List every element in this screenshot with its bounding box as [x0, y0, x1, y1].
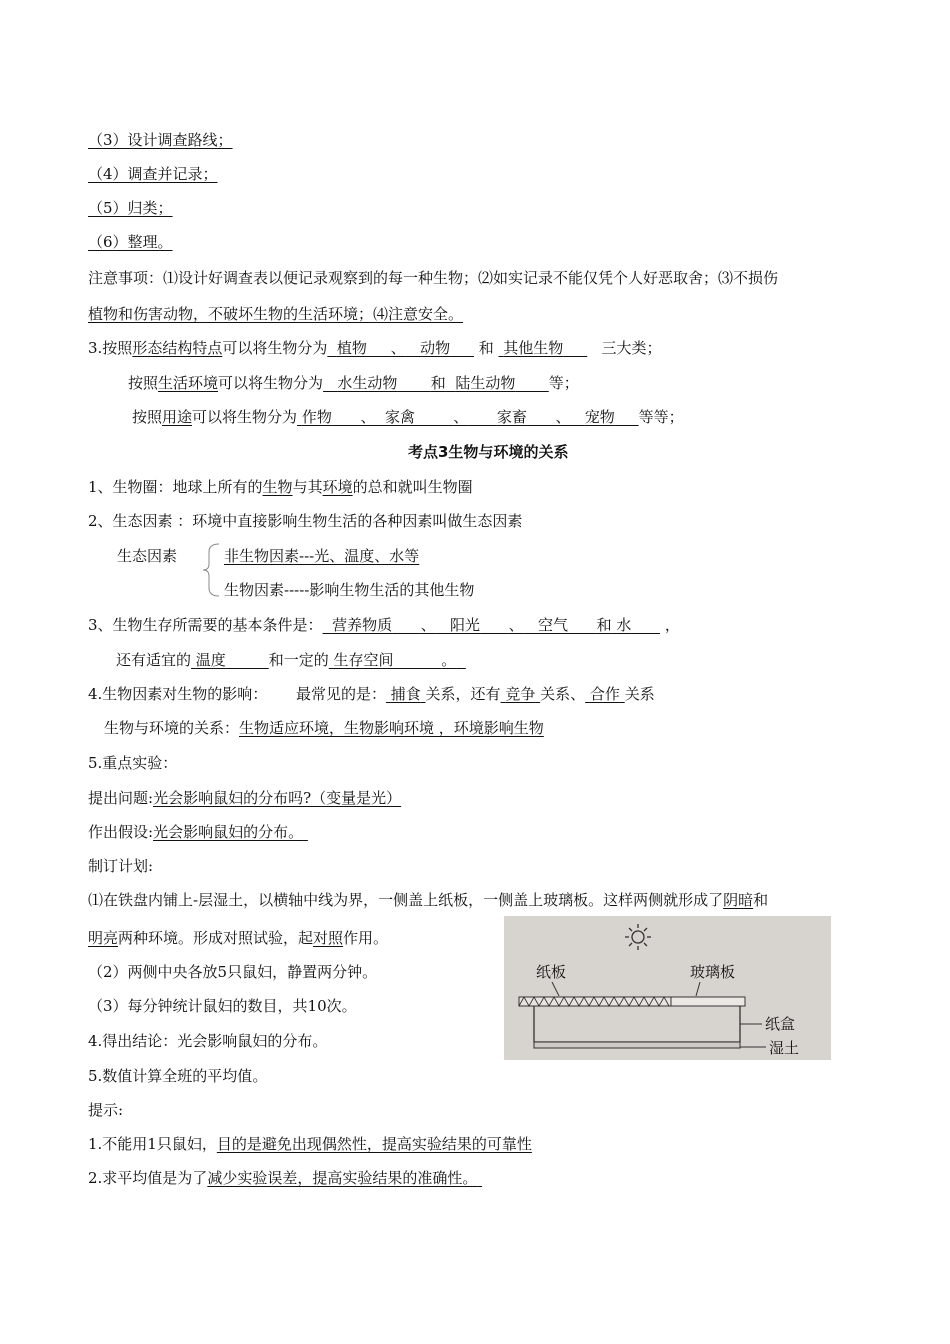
experiment-step-3: （3）每分钟统计鼠妇的数目，共10次。 — [88, 997, 357, 1015]
label-cardboard: 纸板 — [536, 963, 567, 981]
biotic-factor: 生物因素-----影响生物生活的其他生物 — [224, 581, 475, 599]
label-glass: 玻璃板 — [690, 963, 736, 981]
step-6: （6）整理。 — [88, 233, 173, 251]
sun-icon — [625, 924, 651, 950]
experiment-hypothesis: 作出假设:光会影响鼠妇的分布。 — [88, 823, 304, 841]
conditions-line-2: 还有适宜的 温度 和一定的 生存空间 。 — [116, 651, 457, 669]
bio-factor-line: 4.生物因素对生物的影响： 最常见的是： 捕食 关系，还有 竞争 关系、 合作 关系 — [88, 685, 655, 703]
experiment-title: 5.重点实验： — [88, 754, 178, 772]
experiment-question: 提出问题:光会影响鼠妇的分布吗?（变量是光） — [88, 789, 402, 807]
eco-factor-label: 生态因素 — [117, 547, 178, 565]
step-5: （5）归类； — [88, 199, 173, 217]
experiment-step-1a: ⑴在铁盘内铺上-层湿土，以横轴中线为界，一侧盖上纸板，一侧盖上玻璃板。这样两侧就形成了阴暗和 — [88, 891, 769, 909]
classify-line-1: 3.按照形态结构特点可以将生物分为 植物 、 动物 和 其他生物 三大类； — [88, 339, 662, 357]
tips-title: 提示: — [88, 1101, 124, 1119]
section-title: 考点3生物与环境的关系 — [408, 443, 569, 461]
bio-env-relation: 生物与环境的关系：生物适应环境，生物影响环境 ，环境影响生物 — [104, 719, 544, 737]
step-4: （4）调查并记录； — [88, 165, 218, 183]
abiotic-factor: 非生物因素---光、温度、水等 — [224, 547, 420, 565]
step-3: （3）设计调查路线； — [88, 131, 233, 149]
experiment-plan: 制订计划: — [88, 857, 154, 875]
experiment-average: 5.数值计算全班的平均值。 — [88, 1067, 268, 1085]
experiment-step-2: （2）两侧中央各放5只鼠妇，静置两分钟。 — [88, 963, 378, 981]
notes-line-2: 植物和伤害动物，不破坏生物的生活环境；⑷注意安全。 — [88, 305, 464, 323]
conditions-line-1: 3、生物生存所需要的基本条件是： 营养物质 、 阳光 、 空气 和 水 ， — [88, 616, 680, 634]
label-box: 纸盒 — [765, 1015, 796, 1033]
label-soil: 湿土 — [769, 1039, 800, 1057]
tip-1: 1.不能用1只鼠妇，目的是避免出现偶然性，提高实验结果的可靠性 — [88, 1135, 532, 1153]
classify-line-3: 按照用途可以将生物分为 作物 、 家禽 、 家畜 、 宠物 等等； — [132, 408, 684, 426]
biosphere-line: 1、生物圈：地球上所有的生物与其环境的总和就叫生物圈 — [88, 478, 473, 496]
experiment-conclusion: 4.得出结论：光会影响鼠妇的分布。 — [88, 1032, 328, 1050]
eco-factor-definition: 2、生态因素 ：环境中直接影响生物生活的各种因素叫做生态因素 — [88, 512, 523, 530]
classify-line-2: 按照生活环境可以将生物分为 水生动物 和 陆生动物 等； — [128, 374, 579, 392]
tip-2: 2.求平均值是为了减少实验误差，提高实验结果的准确性。 — [88, 1169, 478, 1187]
experiment-figure — [504, 916, 831, 1060]
notes-line-1: 注意事项：⑴设计好调查表以便记录观察到的每一种生物；⑵如实记录不能仅凭个人好恶取舍；⑶不损伤 — [88, 269, 779, 287]
brace-icon — [201, 542, 221, 598]
experiment-step-1b: 明亮两种环境。形成对照试验，起对照作用。 — [88, 929, 389, 947]
